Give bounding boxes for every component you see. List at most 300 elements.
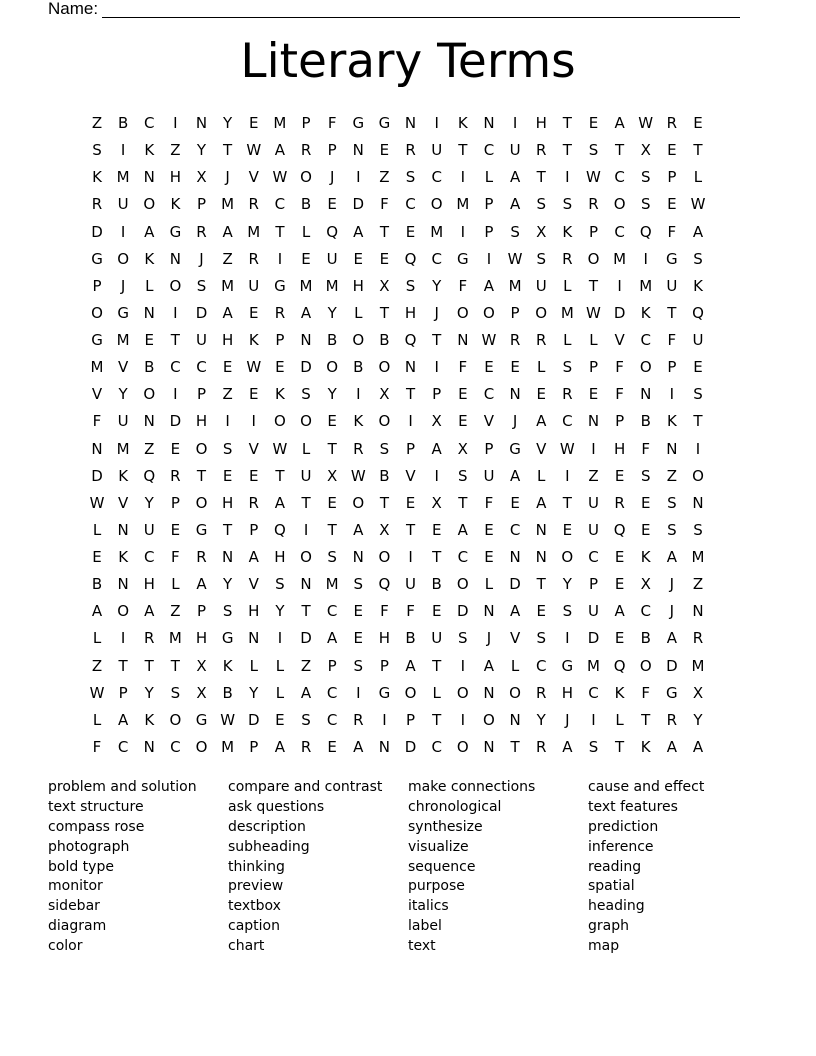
grid-letter: F — [171, 548, 180, 567]
grid-letter: P — [484, 195, 494, 214]
grid-letter: K — [640, 737, 651, 756]
grid-letter: G — [666, 249, 678, 268]
grid-letter: C — [170, 737, 181, 756]
word-bank-item: compare and contrast — [228, 779, 383, 795]
grid-letter: Y — [327, 303, 337, 322]
grid-letter: C — [274, 195, 286, 214]
grid-letter: A — [562, 737, 573, 756]
grid-letter: O — [143, 195, 156, 214]
grid-letter: C — [483, 141, 495, 160]
grid-letter: R — [535, 683, 547, 702]
grid-letter: L — [301, 439, 311, 458]
grid-letter: I — [173, 385, 178, 404]
grid-letter: T — [379, 303, 389, 322]
grid-row — [0, 598, 816, 625]
grid-letter: N — [692, 602, 704, 621]
grid-letter: H — [169, 168, 182, 187]
grid-letter: E — [222, 466, 233, 485]
grid-letter: Z — [170, 141, 181, 160]
grid-letter: P — [170, 493, 180, 512]
grid-letter: G — [195, 520, 208, 539]
grid-letter: X — [431, 493, 442, 512]
grid-letter: O — [91, 303, 103, 322]
grid-letter: A — [248, 548, 259, 567]
grid-letter: G — [91, 249, 103, 268]
grid-letter: E — [536, 385, 546, 404]
grid-letter: M — [247, 222, 261, 241]
grid-letter: N — [404, 114, 417, 132]
grid-row — [0, 625, 816, 652]
grid-letter: N — [143, 737, 155, 756]
grid-letter: T — [432, 548, 442, 567]
grid-letter: E — [170, 439, 181, 458]
grid-letter: A — [692, 737, 704, 756]
grid-letter: N — [169, 249, 181, 268]
grid-letter: N — [195, 114, 208, 132]
grid-letter: M — [116, 168, 130, 187]
grid-letter: S — [510, 222, 520, 241]
grid-letter: N — [352, 548, 364, 567]
grid-letter: X — [196, 656, 207, 675]
grid-letter: J — [486, 629, 492, 648]
grid-letter: T — [223, 141, 233, 160]
grid-letter: O — [483, 710, 495, 729]
grid-letter: Z — [379, 168, 390, 187]
word-bank-item: purpose — [408, 878, 465, 895]
grid-letter: L — [693, 168, 703, 187]
grid-letter: J — [669, 575, 675, 594]
grid-letter: S — [222, 439, 233, 458]
grid-letter: R — [353, 710, 364, 729]
word-bank-item: sequence — [408, 858, 476, 875]
grid-letter: B — [640, 629, 651, 648]
grid-letter: E — [431, 520, 442, 539]
grid-letter: F — [458, 276, 468, 295]
grid-letter: I — [356, 168, 361, 187]
grid-letter: W — [559, 439, 575, 458]
grid-letter: R — [274, 303, 286, 322]
grid-letter: N — [404, 358, 417, 377]
grid-letter: O — [352, 331, 365, 350]
grid-letter: F — [667, 222, 677, 241]
grid-letter: E — [614, 575, 625, 594]
grid-letter: K — [693, 276, 703, 295]
grid-letter: D — [91, 466, 103, 485]
grid-letter: I — [591, 439, 596, 458]
grid-letter: C — [562, 412, 573, 431]
grid-row — [0, 734, 816, 761]
word-bank-item: inference — [588, 838, 654, 855]
word-bank-item: text features — [588, 798, 678, 815]
grid-letter: X — [379, 385, 390, 404]
grid-letter: N — [143, 168, 155, 187]
grid-letter: I — [408, 548, 413, 567]
word-column — [588, 778, 768, 957]
grid-row — [0, 354, 816, 381]
name-field — [48, 0, 740, 18]
grid-letter: S — [693, 520, 703, 539]
grid-letter: E — [693, 358, 703, 377]
grid-letter: N — [117, 520, 129, 539]
grid-letter: I — [434, 358, 439, 377]
grid-letter: I — [356, 683, 361, 702]
grid-letter: F — [641, 683, 651, 702]
word-bank-item: description — [228, 818, 306, 835]
grid-letter: H — [274, 548, 286, 567]
grid-letter: W — [586, 168, 601, 187]
grid-letter: S — [458, 629, 468, 648]
grid-letter: I — [695, 439, 701, 458]
grid-letter: Q — [404, 249, 417, 268]
grid-letter: K — [92, 168, 102, 187]
grid-letter: B — [144, 358, 155, 377]
word-bank-item: textbox — [228, 898, 281, 915]
grid-letter: W — [690, 195, 706, 214]
grid-letter: U — [692, 331, 704, 350]
grid-letter: I — [225, 412, 230, 431]
grid-letter: I — [565, 629, 570, 648]
grid-letter: D — [457, 602, 469, 621]
grid-letter: G — [117, 303, 129, 322]
grid-letter: E — [405, 222, 416, 241]
grid-letter: P — [118, 683, 128, 702]
grid-letter: A — [300, 683, 312, 702]
grid-letter: S — [405, 168, 416, 187]
grid-letter: P — [484, 222, 494, 241]
grid-letter: E — [327, 195, 337, 214]
grid-letter: I — [277, 249, 283, 268]
grid-letter: N — [483, 602, 495, 621]
grid-letter: R — [692, 629, 704, 648]
grid-letter: K — [666, 412, 677, 431]
grid-letter: A — [457, 520, 468, 539]
grid-letter: E — [327, 412, 337, 431]
word-bank-item: cause and effect — [588, 779, 705, 795]
grid-letter: Y — [144, 683, 154, 702]
word-bank-item: preview — [228, 878, 284, 895]
grid-letter: U — [431, 141, 443, 160]
grid-letter: M — [116, 331, 130, 350]
grid-letter: J — [512, 412, 518, 431]
grid-letter: C — [170, 358, 181, 377]
grid-letter: S — [327, 548, 337, 567]
grid-letter: I — [120, 222, 126, 241]
grid-letter: W — [481, 331, 497, 350]
grid-letter: A — [405, 656, 416, 675]
grid-letter: T — [458, 493, 468, 512]
grid-letter: U — [535, 276, 547, 295]
grid-letter: K — [118, 548, 129, 567]
grid-letter: M — [221, 737, 235, 756]
grid-letter: N — [509, 385, 521, 404]
page-title: Literary Terms — [240, 34, 576, 89]
grid-letter: Z — [666, 466, 677, 485]
grid-letter: V — [405, 466, 416, 485]
grid-letter: E — [614, 629, 625, 648]
grid-letter: C — [457, 548, 469, 567]
grid-letter: G — [561, 656, 574, 675]
grid-letter: R — [666, 114, 678, 132]
grid-letter: T — [327, 439, 337, 458]
grid-letter: N — [457, 331, 469, 350]
grid-letter: Y — [196, 141, 207, 160]
grid-letter: J — [669, 602, 675, 621]
grid-letter: P — [327, 656, 337, 675]
word-column — [228, 778, 408, 957]
grid-letter: F — [615, 358, 624, 377]
grid-letter: L — [537, 358, 546, 377]
grid-letter: M — [560, 303, 574, 322]
grid-letter: M — [508, 276, 522, 295]
grid-letter: U — [326, 249, 338, 268]
grid-letter: T — [641, 710, 651, 729]
grid-letter: X — [536, 222, 547, 241]
grid-letter: A — [666, 737, 677, 756]
grid-letter: J — [199, 249, 204, 268]
grid-letter: Y — [327, 385, 337, 404]
grid-letter: N — [300, 575, 312, 594]
grid-letter: U — [509, 141, 521, 160]
grid-letter: W — [272, 168, 288, 187]
grid-letter: O — [117, 249, 130, 268]
grid-letter: O — [639, 656, 652, 675]
grid-letter: E — [484, 358, 494, 377]
grid-letter: T — [667, 303, 677, 322]
grid-letter: W — [350, 466, 366, 485]
grid-letter: X — [431, 412, 442, 431]
grid-row — [0, 191, 816, 218]
grid-letter: O — [378, 548, 391, 567]
grid-letter: X — [640, 141, 651, 160]
grid-letter: O — [274, 412, 286, 431]
word-bank-item: chronological — [408, 798, 502, 815]
grid-letter: A — [274, 737, 286, 756]
word-bank-item: chart — [228, 938, 265, 955]
word-column — [408, 778, 588, 957]
grid-letter: X — [196, 683, 207, 702]
grid-letter: L — [563, 331, 572, 350]
grid-row — [0, 436, 816, 463]
grid-row — [0, 517, 816, 544]
grid-letter: W — [638, 114, 654, 132]
grid-letter: I — [120, 629, 126, 648]
grid-letter: T — [170, 656, 180, 675]
grid-letter: T — [118, 656, 128, 675]
grid-letter: O — [639, 358, 652, 377]
grid-letter: E — [327, 493, 337, 512]
grid-letter: T — [405, 520, 416, 539]
grid-letter: K — [614, 683, 625, 702]
grid-letter: P — [379, 656, 389, 675]
grid-letter: O — [169, 276, 182, 295]
grid-letter: E — [327, 737, 337, 756]
grid-letter: P — [196, 602, 207, 621]
grid-letter: H — [195, 412, 208, 431]
word-bank — [48, 778, 768, 978]
grid-letter: E — [431, 602, 442, 621]
grid-letter: X — [327, 466, 338, 485]
grid-letter: F — [458, 358, 468, 377]
grid-letter: H — [404, 303, 417, 322]
grid-letter: G — [378, 114, 391, 132]
grid-letter: P — [327, 141, 337, 160]
grid-letter: C — [431, 168, 442, 187]
word-bank-item: caption — [228, 918, 280, 935]
grid-letter: D — [404, 737, 417, 756]
grid-letter: Q — [613, 520, 626, 539]
grid-letter: S — [667, 493, 677, 512]
word-bank-item: label — [408, 918, 442, 935]
grid-letter: W — [220, 710, 236, 729]
grid-letter: U — [587, 520, 599, 539]
grid-letter: N — [509, 710, 521, 729]
grid-letter: U — [431, 629, 443, 648]
grid-letter: G — [666, 683, 678, 702]
grid-letter: B — [431, 575, 442, 594]
grid-letter: U — [405, 575, 417, 594]
grid-letter: Z — [588, 466, 599, 485]
word-bank-item: map — [588, 938, 620, 955]
grid-letter: I — [460, 656, 466, 675]
grid-letter: E — [275, 358, 285, 377]
grid-letter: P — [615, 412, 625, 431]
grid-letter: O — [535, 303, 548, 322]
grid-letter: L — [537, 466, 546, 485]
grid-letter: O — [300, 548, 312, 567]
grid-letter: S — [640, 466, 651, 485]
grid-letter: O — [326, 358, 339, 377]
grid-letter: P — [484, 439, 494, 458]
grid-letter: O — [352, 493, 365, 512]
grid-letter: C — [640, 602, 651, 621]
grid-letter: L — [171, 575, 180, 594]
grid-letter: T — [562, 114, 572, 132]
grid-letter: C — [196, 358, 207, 377]
grid-row — [0, 327, 816, 354]
grid-letter: F — [667, 331, 677, 350]
grid-letter: O — [692, 466, 704, 485]
grid-row — [0, 164, 816, 191]
grid-letter: P — [249, 737, 259, 756]
grid-letter: S — [379, 439, 390, 458]
grid-letter: Y — [144, 493, 154, 512]
grid-letter: A — [483, 656, 495, 675]
grid-letter: T — [536, 575, 546, 594]
grid-letter: V — [117, 358, 129, 377]
grid-letter: O — [561, 548, 574, 567]
grid-letter: Q — [378, 575, 391, 594]
grid-letter: G — [274, 276, 286, 295]
grid-letter: J — [434, 303, 439, 322]
grid-letter: H — [195, 629, 208, 648]
grid-letter: R — [196, 222, 207, 241]
grid-letter: D — [300, 629, 312, 648]
grid-letter: Y — [432, 276, 442, 295]
grid-letter: A — [91, 602, 103, 621]
grid-row — [0, 300, 816, 327]
grid-letter: X — [196, 168, 207, 187]
grid-letter: J — [329, 168, 335, 187]
grid-letter: R — [535, 331, 547, 350]
grid-row — [0, 544, 816, 571]
grid-letter: T — [379, 493, 389, 512]
grid-letter: M — [613, 249, 627, 268]
grid-letter: N — [509, 548, 521, 567]
grid-letter: S — [196, 276, 207, 295]
grid-letter: W — [507, 249, 523, 268]
grid-letter: K — [144, 710, 155, 729]
grid-letter: C — [326, 602, 338, 621]
grid-letter: E — [458, 385, 468, 404]
grid-letter: W — [272, 439, 288, 458]
grid-letter: N — [117, 575, 129, 594]
grid-letter: X — [379, 520, 390, 539]
grid-letter: H — [248, 602, 260, 621]
grid-letter: O — [378, 412, 391, 431]
grid-letter: E — [353, 629, 364, 648]
grid-letter: I — [382, 710, 387, 729]
grid-letter: E — [510, 493, 520, 512]
word-bank-item: problem and solution — [48, 779, 197, 795]
grid-letter: L — [275, 683, 285, 702]
grid-letter: O — [509, 683, 521, 702]
grid-letter: V — [483, 412, 495, 431]
grid-letter: T — [275, 466, 285, 485]
grid-letter: N — [378, 737, 391, 756]
grid-letter: A — [274, 141, 286, 160]
grid-letter: B — [117, 114, 129, 132]
grid-letter: K — [118, 466, 129, 485]
grid-letter: F — [380, 195, 389, 214]
grid-letter: D — [91, 222, 103, 241]
grid-letter: I — [356, 385, 361, 404]
grid-letter: R — [535, 737, 547, 756]
grid-letter: N — [535, 548, 547, 567]
word-bank-item: ask questions — [228, 798, 325, 815]
word-bank-item: diagram — [48, 918, 107, 935]
grid-letter: Z — [222, 249, 233, 268]
grid-letter: Y — [223, 575, 233, 594]
grid-letter: C — [405, 195, 416, 214]
grid-letter: I — [591, 710, 596, 729]
word-bank-item: thinking — [228, 858, 285, 875]
grid-letter: E — [640, 520, 651, 539]
grid-letter: L — [484, 168, 494, 187]
grid-letter: K — [640, 548, 651, 567]
grid-letter: L — [92, 710, 102, 729]
grid-letter: E — [353, 249, 364, 268]
word-bank-item: graph — [588, 918, 629, 935]
grid-letter: F — [484, 493, 494, 512]
grid-letter: C — [588, 683, 599, 702]
grid-letter: Y — [223, 114, 233, 132]
grid-letter: S — [222, 602, 233, 621]
grid-letter: Z — [91, 114, 103, 132]
grid-letter: G — [378, 683, 391, 702]
grid-letter: N — [483, 683, 495, 702]
grid-letter: S — [640, 195, 651, 214]
grid-letter: V — [248, 168, 259, 187]
grid-letter: A — [222, 303, 233, 322]
word-bank-item: compass rose — [48, 818, 145, 835]
grid-letter: N — [143, 412, 155, 431]
grid-letter: E — [249, 385, 259, 404]
grid-letter: Q — [613, 656, 626, 675]
grid-letter: O — [169, 710, 182, 729]
grid-letter: H — [535, 114, 547, 132]
grid-letter: R — [405, 141, 416, 160]
grid-letter: I — [173, 303, 178, 322]
